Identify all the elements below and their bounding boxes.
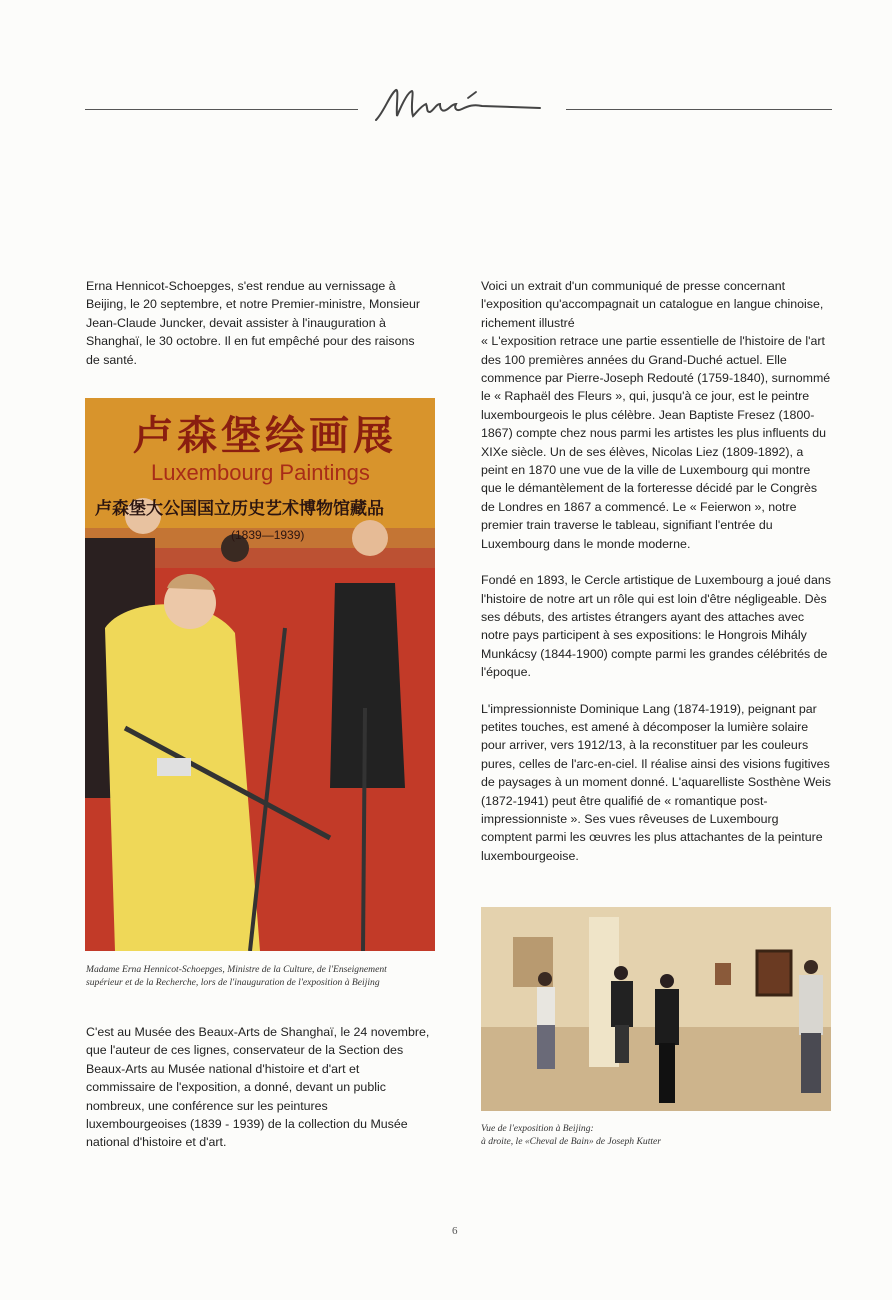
page-number: 6 [452, 1225, 458, 1237]
paragraph-impressionniste: L'impressionniste Dominique Lang (1874-1919), peignant par petites touches, est amené à décomposer la lumière solaire pour arriver, vers 1912/13, à la reconstituer par les couleurs pures, celles de l'arc-en-ciel. Il réalise ainsi des visions fugitives de paysages à un moment donné. L'aquarelliste Sosthène Weis (1872-1941) peut être qualifié de « romantique post-impressionniste ». Ses vues rêveuses de Luxembourg comptent parmi les œuvres les plus attachantes de la peinture luxembourgeoise. [481, 701, 831, 863]
intro-paragraph: Erna Hennicot-Schoepges, s'est rendue au vernissage à Beijing, le 20 septembre, et notre Premier-ministre, Monsieur Jean-Claude Juncker, devait assister à l'inauguration à Shanghaï, le 30 octobre. Il en fut empêché pour des raisons de santé. [86, 279, 420, 367]
inauguration-photo [85, 398, 435, 951]
exhibition-hall-photo [481, 907, 831, 1111]
press-release-column [481, 277, 831, 883]
header-rule-left [85, 109, 358, 110]
poster-subtitle-cn: 卢森堡大公国国立历史艺术博物馆藏品 [95, 499, 384, 519]
poster-title-cn: 卢森堡绘画展 [133, 413, 397, 459]
poster-dates: (1839—1939) [231, 528, 305, 542]
musee-script-logo [372, 82, 547, 132]
paragraph-intro: Voici un extrait d'un communiqué de presse concernant l'exposition qu'accompagnait un catalogue en langue chinoise, richement illustré [481, 279, 824, 330]
lecture-paragraph: C'est au Musée des Beaux-Arts de Shanghaï, le 24 novembre, que l'auteur de ces lignes, conservateur de la Section des Beaux-Arts au Musée national d'histoire et d'art et commissaire de l'exposition, a donné, devant un public nombreux, une conférence sur les peintures luxembourgeoises (1839 - 1939) de la collection du Musée national d'histoire et d'art. [86, 1025, 430, 1150]
photo1-caption: Madame Erna Hennicot-Schoepges, Ministre de la Culture, de l'Enseignement supérieur et de la Recherche, lors de l'inauguration de l'exposition à Beijing [86, 964, 387, 988]
photo2-caption: Vue de l'exposition à Beijing: à droite, le «Cheval de Bain» de Joseph Kutter [481, 1123, 662, 1147]
header-rule-right [566, 109, 832, 110]
paragraph-cercle-artistique: Fondé en 1893, le Cercle artistique de Luxembourg a joué dans l'histoire de notre art un rôle qui est loin d'être négligeable. Dès ses débuts, des artistes étrangers ayant des attaches avec notre pays participent à ses expositions: le Hongrois Mihály Munkácsy (1844-1900) compte parmi les grandes célébrités de l'époque. [481, 573, 831, 680]
poster-title-en: Luxembourg Paintings [151, 460, 370, 485]
paragraph-redoute: « L'exposition retrace une partie essentielle de l'histoire de l'art des 100 premières années du Grand-Duché actuel. Elle commence par Pierre-Joseph Redouté (1759-1840), surnommé le « Raphaël des Fleurs », qui, jusqu'à ce jour, est le peintre luxembourgeois le plus célèbre. Jean Baptiste Fresez (1800-1867) compte chez nous parmi les artistes les plus influents du XIXe siècle. Un de ses élèves, Nicolas Liez (1809-1892), a peint en 1870 une vue de la ville de Luxembourg qui montre que le démantèlement de la forteresse décidé par le Congrès de Londres en 1867 a commencé. Le « Feierwon », notre premier train traverse le tableau, signifiant l'entrée du Luxembourg dans le monde moderne. [481, 334, 831, 551]
